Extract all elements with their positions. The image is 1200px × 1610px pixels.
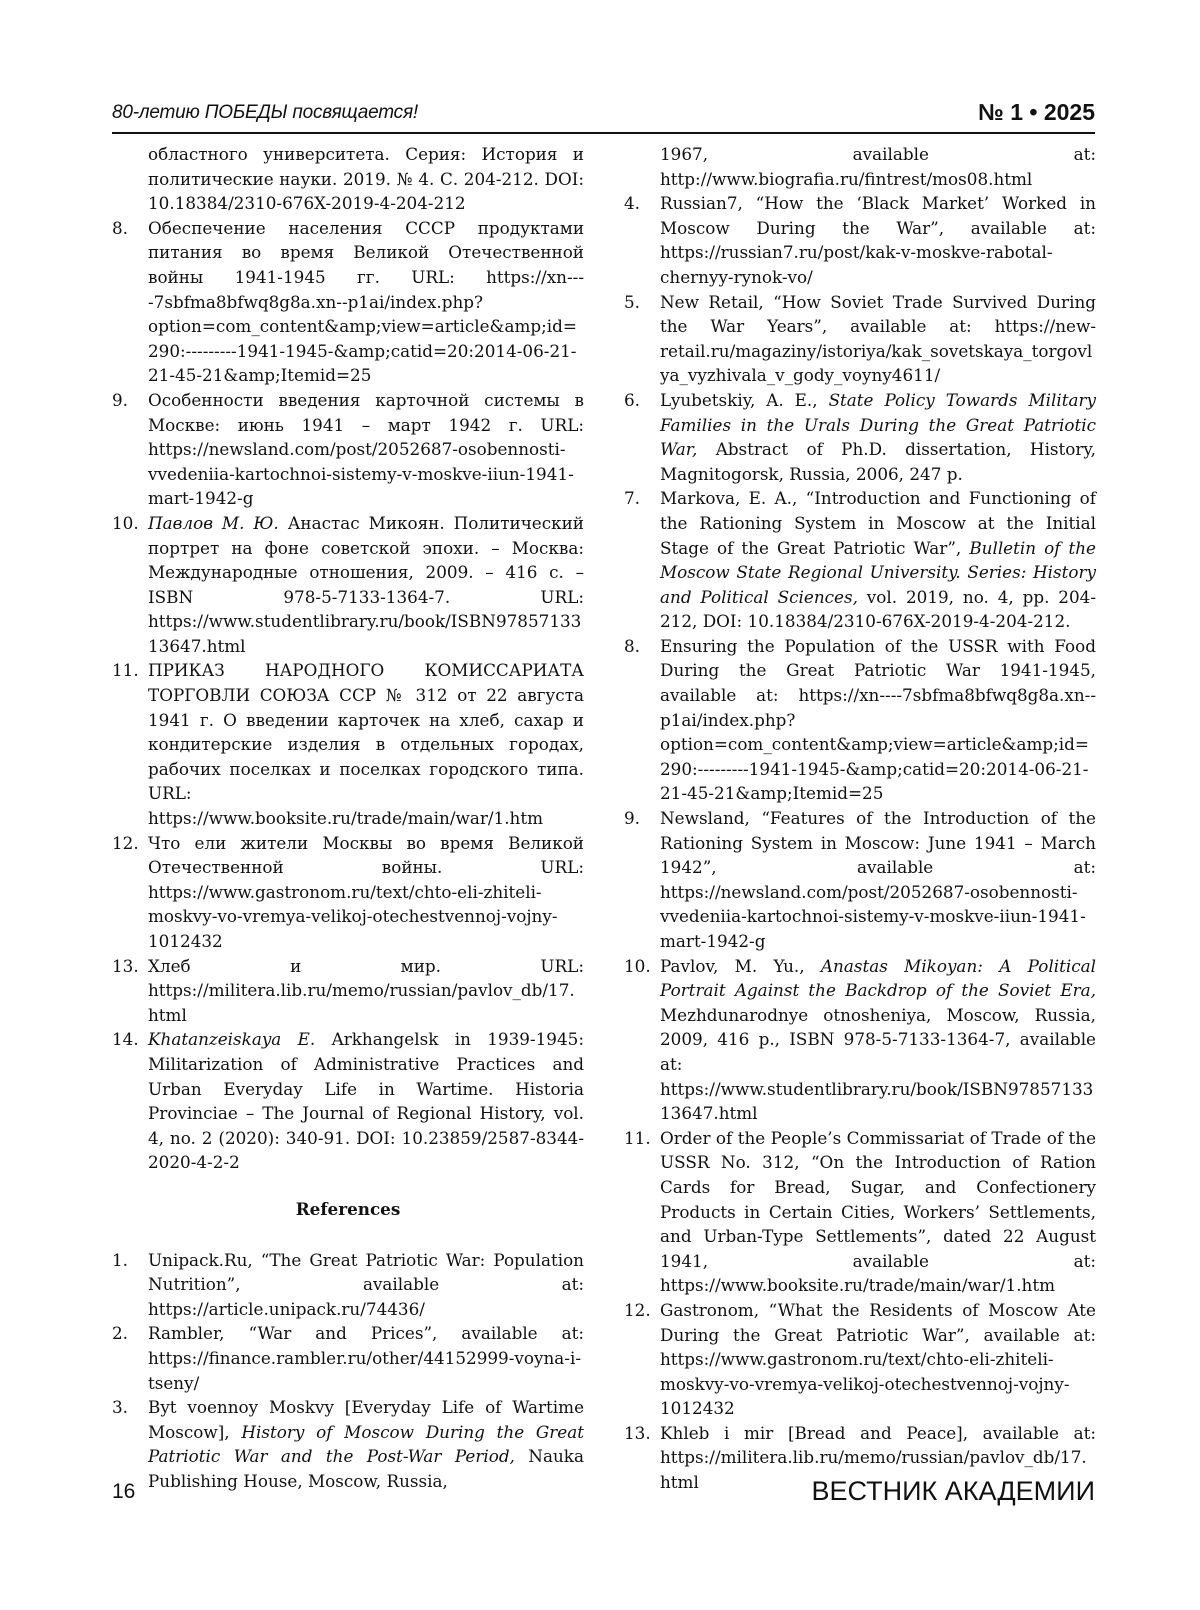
reference-item — [624, 388, 1096, 486]
dedication-text: 80-летию ПОБЕДЫ посвящается! — [112, 102, 418, 123]
reference-title: State Policy Towards Military Families in the Urals During the Great Patriotic War, — [660, 389, 1096, 460]
reference-text — [660, 486, 1096, 634]
reference-item — [624, 634, 1096, 806]
reference-item — [112, 1248, 584, 1322]
reference-number: 8. — [112, 217, 129, 238]
running-header — [112, 94, 1095, 134]
reference-number: 5. — [624, 291, 641, 312]
reference-text — [148, 1248, 584, 1322]
reference-number: 1. — [112, 1249, 129, 1270]
reference-publisher: vol. 2019, no. 4, pp. 204-212, DOI: 10.18384/2310-676X-2019-4-204-212. — [660, 586, 1096, 632]
reference-body: Byt voennoy Moskvy [Everyday Life of Wartime Moscow], — [148, 1397, 584, 1442]
reference-body: Обеспечение населения СССР продуктами питания во время Великой Отечественной войны 1941-1945 гг. URL: https://xn----7sbfma8bfwq8g8a.xn--p1ai/index.php?option=com_content&amp;view=article&amp;id=290:---------1941-1945-&amp;catid=20:2014-06-21-21-45-21&amp;Itemid=25 — [148, 217, 584, 386]
issue-number: № 1 • 2025 — [978, 99, 1095, 125]
reference-item — [112, 388, 584, 511]
reference-number: 13. — [624, 1422, 651, 1443]
reference-publisher: Abstract of Ph.D. dissertation, History, Magnitogorsk, Russia, 2006, 247 p. — [660, 439, 1096, 484]
reference-text — [148, 1321, 584, 1395]
journal-title: ВЕСТНИК АКАДЕМИИ — [811, 1476, 1095, 1506]
reference-item — [112, 954, 584, 1028]
reference-number: 4. — [624, 193, 641, 214]
reference-number: 12. — [624, 1299, 651, 1320]
reference-text — [660, 1126, 1096, 1298]
reference-item — [112, 511, 584, 659]
continued-reference: 1967, available at: http://www.biografia.ru/fintrest/mos08.html — [660, 144, 1096, 189]
reference-text — [660, 191, 1096, 289]
reference-item — [624, 486, 1096, 634]
reference-number: 12. — [112, 832, 139, 853]
reference-text — [660, 1298, 1096, 1421]
reference-item — [112, 1395, 584, 1493]
reference-item — [112, 1027, 584, 1175]
reference-body: Arkhangelsk in 1939-1945: Militarization of Administrative Practices and Urban Everyday Life in Wartime. Historia Provinciae – The Journal of Regional History, vol. 4, no. 2 (2020): 340-91. DOI: 10.23859/2587-8344-2020-4-2-2 — [148, 1029, 584, 1173]
reference-body: Lyubetskiy, A. E., — [660, 389, 829, 410]
reference-text — [148, 511, 584, 659]
reference-number: 10. — [624, 955, 651, 976]
reference-body: Что ели жители Москвы во время Великой Отечественной войны. URL: https://www.gastronom.ru/text/chto-eli-zhiteli-moskvy-vo-vremya-velikoj-otechestvennoj-vojny-1012432 — [148, 832, 584, 951]
reference-text — [660, 388, 1096, 486]
reference-item — [112, 831, 584, 954]
reference-body: Gastronom, “What the Residents of Moscow Ate During the Great Patriotic War”, available at: https://www.gastronom.ru/text/chto-eli-zhiteli-moskvy-vo-vremya-velikoj-otechestvennoj-vojny-1012432 — [660, 1299, 1096, 1419]
reference-body: ПРИКАЗ НАРОДНОГО КОМИССАРИАТА ТОРГОВЛИ СОЮЗА ССР № 312 от 22 августа 1941 г. О введении карточек на хлеб, сахар и кондитерские изделия в отдельных городах, рабочих поселках и поселках городского типа. URL: https://www.booksite.ru/trade/main/war/1.htm — [148, 660, 584, 829]
reference-body: Khleb i mir [Bread and Peace], available at: https://militera.lib.ru/memo/russian/pavlov_db/17.html — [660, 1422, 1096, 1493]
reference-text — [148, 1395, 584, 1493]
right-column — [624, 142, 1096, 1495]
reference-text — [148, 388, 584, 511]
reference-text — [660, 954, 1096, 1126]
reference-publisher: Mezhdunarodnye otnosheniya, Moscow, Russia, 2009, 416 p., ISBN 978-5-7133-1364-7, available at: https://www.studentlibrary.ru/book/ISBN9785713313647.html — [660, 1004, 1096, 1124]
reference-item — [624, 1126, 1096, 1298]
reference-number: 8. — [624, 635, 641, 656]
reference-item — [624, 191, 1096, 289]
reference-title: Bulletin of the Moscow State Regional University. Series: History and Political Sciences, — [660, 537, 1096, 607]
reference-body: New Retail, “How Soviet Trade Survived During the War Years”, available at: https://new-retail.ru/magaziny/istoriya/kak_sovetskaya_torgovlya_vyzhivala_v_gody_voyny4611/ — [660, 291, 1096, 386]
reference-body: Markova, E. A., “Introduction and Functioning of the Rationing System in Moscow at the Initial Stage of the Great Patriotic War”, — [660, 488, 1096, 558]
reference-body: Russian7, “How the ‘Black Market’ Worked in Moscow During the War”, available at: https://russian7.ru/post/kak-v-moskve-rabotal-chernyy-rynok-vo/ — [660, 193, 1096, 287]
reference-body: Анастас Микоян. Политический портрет на фоне советской эпохи. – Москва: Международные отношения, 2009. – 416 с. – ISBN 978-5-7133-1364-7. URL: https://www.studentlibrary.ru/book/ISBN9785713313647.html — [148, 512, 584, 656]
reference-item — [624, 954, 1096, 1126]
reference-body: Особенности введения карточной системы в Москве: июнь 1941 – март 1942 г. URL: https://newsland.com/post/2052687-osobennosti-vvedeniia-kartochnoi-sistemy-v-moskve-iiun-1941-mart-1942-g — [148, 389, 584, 509]
reference-text — [148, 831, 584, 954]
reference-text — [660, 290, 1096, 388]
reference-number: 13. — [112, 955, 139, 976]
reference-item — [112, 658, 584, 830]
reference-text — [148, 954, 584, 1028]
reference-number: 7. — [624, 488, 641, 509]
reference-item — [624, 806, 1096, 954]
reference-item — [624, 1298, 1096, 1421]
reference-title: History of Moscow During the Great Patriotic War and the Post-War Period, — [148, 1421, 584, 1467]
reference-body: Newsland, “Features of the Introduction of the Rationing System in Moscow: June 1941 – March 1942”, available at: https://newsland.com/post/2052687-osobennosti-vvedeniia-kartochnoi-sistemy-v-moskve-iiun-1941-mart-1942-g — [660, 808, 1096, 951]
reference-text — [148, 658, 584, 830]
reference-text — [148, 216, 584, 388]
left-column — [112, 142, 584, 1493]
reference-number: 9. — [112, 389, 129, 410]
reference-number: 11. — [624, 1127, 651, 1148]
reference-body: Rambler, “War and Prices”, available at: https://finance.rambler.ru/other/44152999-voyna-i-tseny/ — [148, 1323, 584, 1393]
reference-title: Anastas Mikoyan: A Political Portrait Against the Backdrop of the Soviet Era, — [660, 955, 1096, 1001]
reference-item — [624, 290, 1096, 388]
reference-text — [660, 634, 1096, 806]
reference-author: Khatanzeiskaya E. — [148, 1029, 316, 1050]
continued-reference: областного университета. Серия: История и политические науки. 2019. № 4. С. 204-212. DOI: 10.18384/2310-676X-2019-4-204-212 — [148, 144, 584, 214]
reference-body: Хлеб и мир. URL: https://militera.lib.ru/memo/russian/pavlov_db/17.html — [148, 955, 584, 1025]
reference-number: 3. — [112, 1397, 129, 1418]
reference-number: 11. — [112, 660, 139, 681]
reference-number: 10. — [112, 512, 139, 533]
reference-publisher: Nauka Publishing House, Moscow, Russia, — [148, 1446, 584, 1491]
references-heading: References — [295, 1198, 401, 1219]
reference-number: 6. — [624, 389, 641, 410]
reference-text — [148, 1027, 584, 1175]
reference-item — [112, 216, 584, 388]
reference-author: Павлов М. Ю. — [148, 512, 279, 533]
reference-number: 2. — [112, 1323, 129, 1344]
reference-number: 14. — [112, 1029, 139, 1050]
reference-body: Unipack.Ru, “The Great Patriotic War: Population Nutrition”, available at: https://article.unipack.ru/74436/ — [148, 1249, 584, 1319]
reference-body: Order of the People’s Commissariat of Trade of the USSR No. 312, “On the Introduction of Ration Cards for Bread, Sugar, and Confectionery Products in Certain Cities, Workers’ Settlements, and Urban-Type Settlements”, dated 22 August 1941, available at: https://www.booksite.ru/trade/main/war/1.htm — [660, 1127, 1096, 1296]
reference-body: Ensuring the Population of the USSR with Food During the Great Patriotic War 1941-1945, available at: https://xn----7sbfma8bfwq8g8a.xn--p1ai/index.php?option=com_content&amp;view=article&amp;id=290:---------1941-1945-&amp;catid=20:2014-06-21-21-45-21&amp;Itemid=25 — [660, 635, 1096, 804]
reference-body: Pavlov, M. Yu., — [660, 955, 821, 976]
page-number: 16 — [112, 1480, 136, 1503]
reference-text — [660, 806, 1096, 954]
reference-number: 9. — [624, 808, 641, 829]
reference-item — [112, 1321, 584, 1395]
